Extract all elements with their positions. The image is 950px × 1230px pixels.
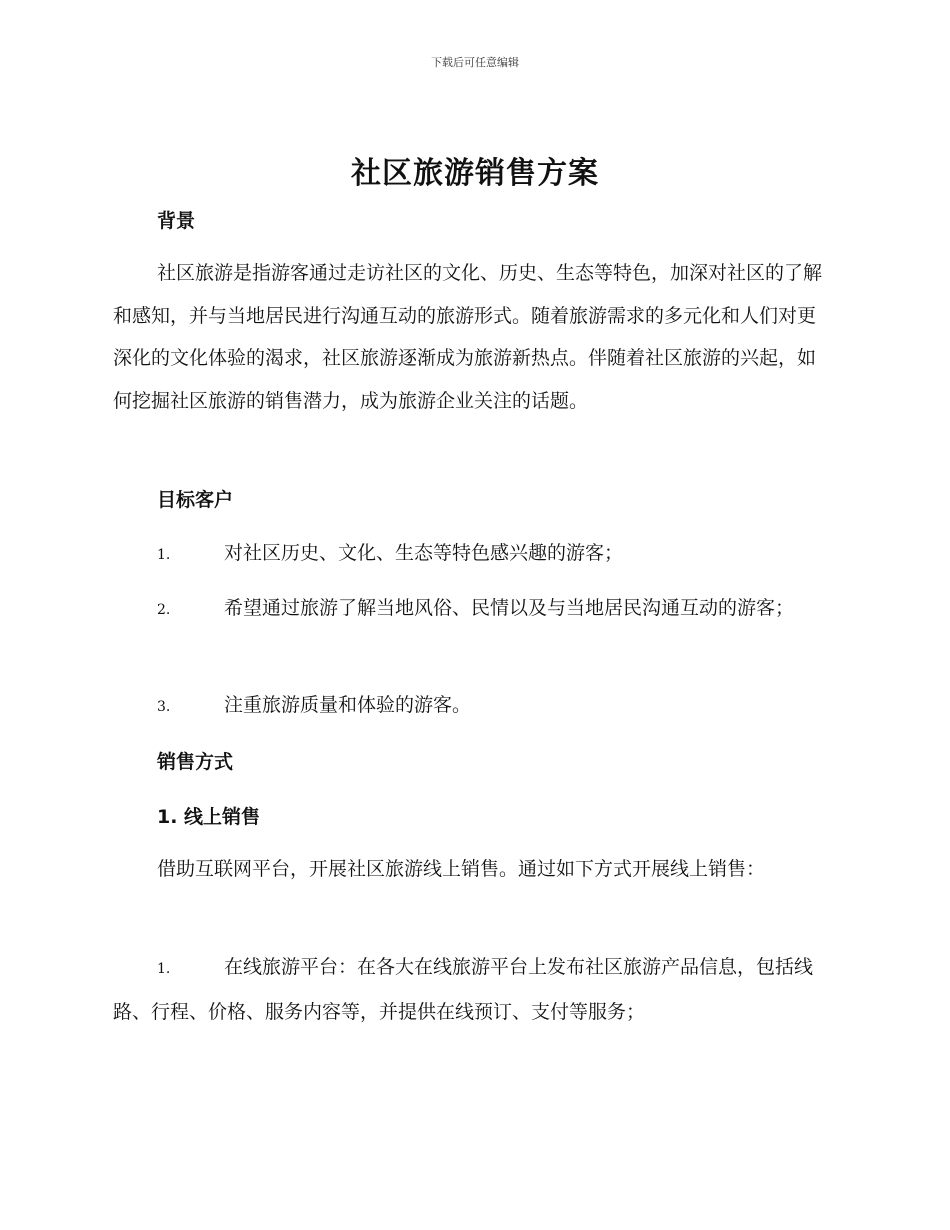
list-item-number: 2. bbox=[157, 602, 171, 618]
list-item-text: 希望通过旅游了解当地风俗、民情以及与当地居民沟通互动的游客； bbox=[224, 597, 795, 619]
section-heading-sales: 销售方式 bbox=[157, 751, 234, 773]
section-heading-target: 目标客户 bbox=[157, 489, 234, 511]
list-item bbox=[113, 587, 833, 632]
document-title: 社区旅游销售方案 bbox=[351, 156, 599, 191]
list-item-number: 1. bbox=[157, 961, 171, 977]
list-item-text: 注重旅游质量和体验的游客。 bbox=[224, 694, 472, 716]
list-item-text: 对社区历史、文化、生态等特色感兴趣的游客； bbox=[224, 542, 624, 564]
list-item bbox=[113, 684, 833, 729]
list-item bbox=[113, 946, 833, 1033]
list-item-text: 在线旅游平台：在各大在线旅游平台上发布社区旅游产品信息，包括线路、行程、价格、服务内容等，并提供在线预订、支付等服务； bbox=[113, 956, 814, 1023]
list-item bbox=[113, 532, 833, 577]
sales-paragraph: 借助互联网平台，开展社区旅游线上销售。通过如下方式开展线上销售： bbox=[157, 858, 766, 880]
subsection-heading-online: 1. 线上销售 bbox=[157, 806, 261, 828]
header-note: 下载后可任意编辑 bbox=[431, 56, 519, 69]
background-paragraph: 社区旅游是指游客通过走访社区的文化、历史、生态等特色，加深对社区的了解和感知，并与当地居民进行沟通互动的旅游形式。随着旅游需求的多元化和人们对更深化的文化体验的渴求，社区旅游逐渐成为旅游新热点。伴随着社区旅游的兴起，如何挖掘社区旅游的销售潜力，成为旅游企业关注的话题。 bbox=[113, 262, 823, 412]
section-heading-background: 背景 bbox=[157, 210, 196, 232]
list-item-number: 1. bbox=[157, 547, 171, 563]
list-item-number: 3. bbox=[157, 699, 171, 715]
